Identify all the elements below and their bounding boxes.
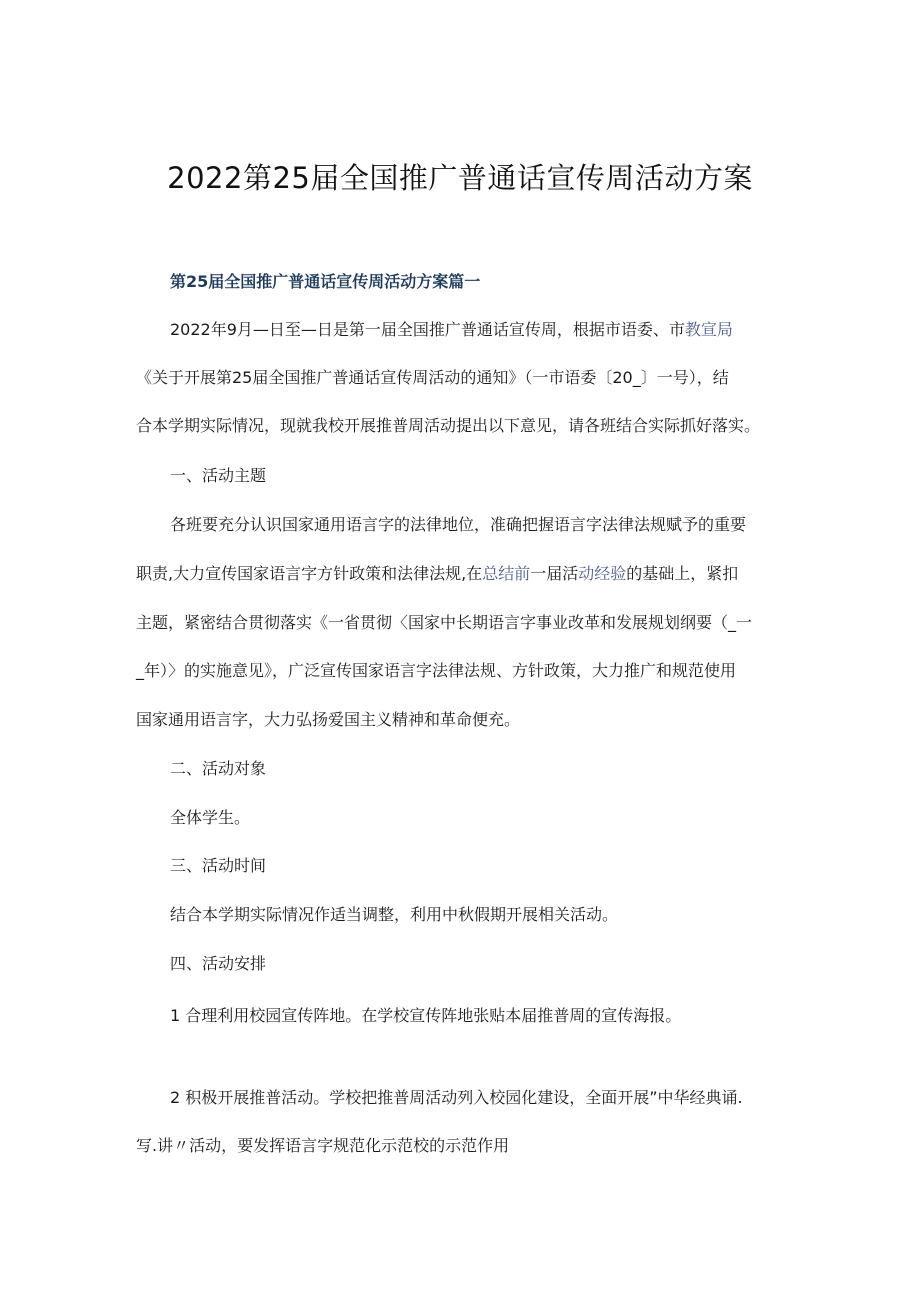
heading-activity-time: 三、活动时间: [170, 856, 267, 875]
time-text: 结合本学期实际情况作适当调整，利用中秋假期开展相关活动。: [170, 905, 619, 924]
summary-link[interactable]: 总结前: [482, 564, 531, 583]
theme-line-2: [136, 562, 738, 586]
theme-line-4: _年）〉的实施意见》，广泛宣传国家语言字法律法规、方针政策，大力推广和规范使用: [136, 661, 737, 680]
theme-line-1: 各班要充分认识国家通用语言字的法律地位，准确把握语言字法律法规赋予的重要: [170, 515, 747, 534]
arrangement-item-1: 1 合理利用校园宣传阵地。在学校宣传阵地张贴本届推普周的宣传海报。: [170, 1006, 682, 1025]
theme-text-b: 一届活: [530, 564, 579, 583]
target-text: 全体学生。: [170, 808, 251, 827]
document-title: 2022第25届全国推广普通话宣传周活动方案: [167, 161, 753, 195]
intro-line-1: [170, 318, 733, 342]
education-bureau-link[interactable]: 教宣局: [684, 320, 733, 339]
arrangement-item-2-line-2: 写.讲〃活动，要发挥语言字规范化示范校的示范作用: [136, 1136, 510, 1155]
intro-line-2: 《关于开展第25届全国推广普通话宣传周活动的通知》（一市语委〔20_〕一号），结: [136, 368, 729, 387]
theme-text-c: 的基础上，紧扣: [626, 564, 739, 583]
intro-line-3: 合本学期实际情况，现就我校开展推普周活动提出以下意见，请各班结合实际抓好落实。: [136, 416, 761, 435]
heading-activity-target: 二、活动对象: [170, 759, 267, 778]
arrangement-item-2-line-1: 2 积极开展推普活动。学校把推普周活动列入校园化建设，全面开展”中华经典诵.: [170, 1088, 743, 1107]
theme-line-3: 主题，紧密结合贯彻落实《一省贯彻〈国家中长期语言字事业改革和发展规划纲要（_一: [136, 613, 753, 632]
heading-activity-arrangement: 四、活动安排: [170, 954, 267, 973]
heading-activity-theme: 一、活动主题: [170, 466, 267, 485]
experience-link[interactable]: 动经验: [578, 564, 627, 583]
intro-text: 2022年9月—日至—日是第一届全国推广普通话宣传周，根据市语委、市: [170, 320, 685, 339]
theme-text-a: 职责,大力宣传国家语言字方针政策和法律法规,在: [136, 564, 483, 583]
section-heading: 第25届全国推广普通话宣传周活动方案篇一: [170, 272, 481, 291]
theme-line-5: 国家通用语言字，大力弘扬爱国主义精神和革命便充。: [136, 710, 521, 729]
